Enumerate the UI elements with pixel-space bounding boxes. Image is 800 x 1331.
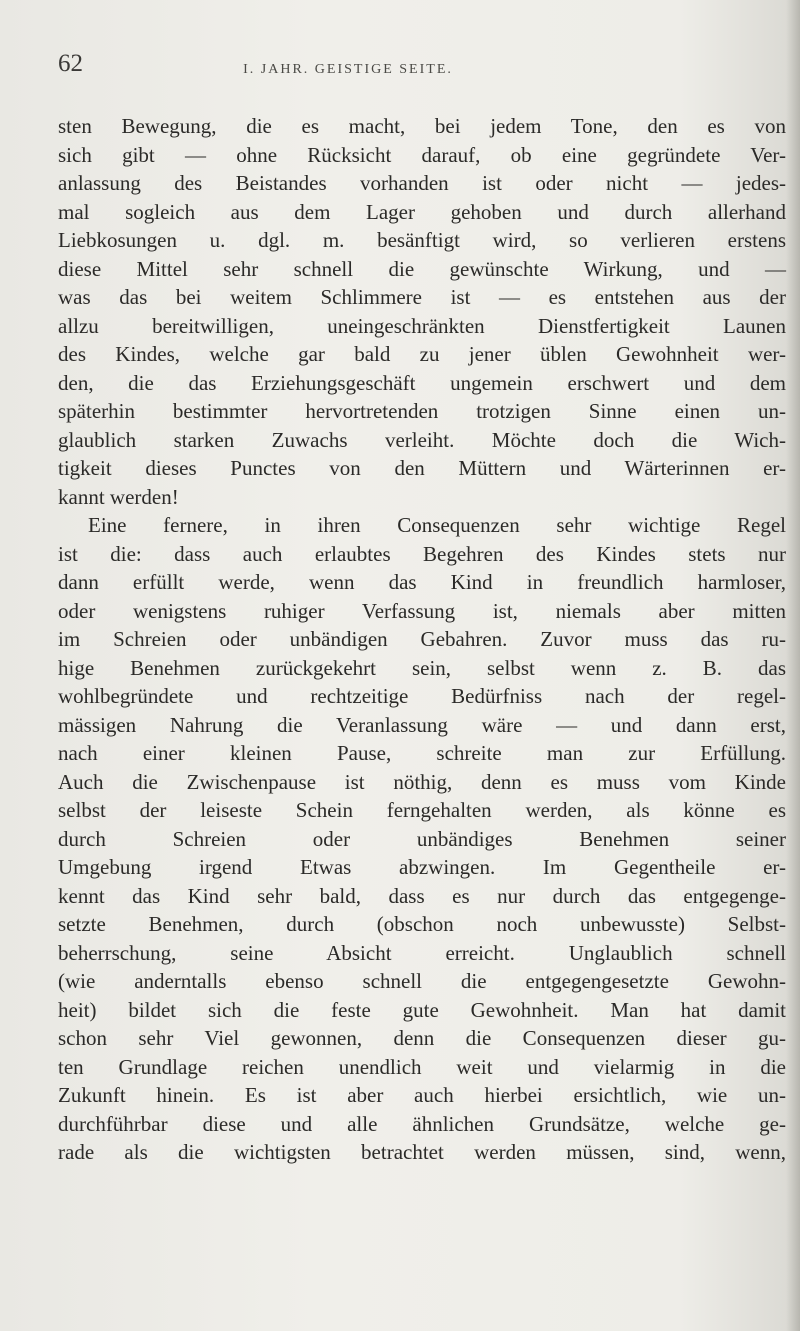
text-line: wohlbegründete und rechtzeitige Bedürfniss nach der regel- xyxy=(58,684,786,708)
text-line: glaublich starken Zuwachs verleiht. Möchte doch die Wich- xyxy=(58,427,786,452)
text-line: nach einer kleinen Pause, schreite man zur Erfüllung. xyxy=(58,741,786,765)
text-line: tigkeit dieses Punctes von den Müttern und Wärterinnen er- xyxy=(58,456,786,480)
text-line: oder wenigstens ruhiger Verfassung ist, niemals aber mitten xyxy=(58,598,786,623)
text-line: dann erfüllt werde, wenn das Kind in freundlich harmloser, xyxy=(58,570,786,594)
text-line: Auch die Zwischenpause ist nöthig, denn es muss vom Kinde xyxy=(58,769,786,794)
text-line: den, die das Erziehungsgeschäft ungemein erschwert und dem xyxy=(58,370,786,395)
text-line: Eine fernere, in ihren Consequenzen sehr wichtige Regel xyxy=(88,513,786,537)
text-line: durch Schreien oder unbändiges Benehmen seiner xyxy=(58,826,786,851)
running-head: I. JAHR. GEISTIGE SEITE. xyxy=(243,62,453,77)
page-header xyxy=(58,50,788,90)
page-number: 62 xyxy=(58,50,83,77)
text-line: rade als die wichtigsten betrachtet werden müssen, sind, wenn, xyxy=(58,1140,786,1164)
text-line: Liebkosungen u. dgl. m. besänftigt wird, so verlieren erstens xyxy=(58,228,786,252)
text-line: heit) bildet sich die feste gute Gewohnheit. Man hat damit xyxy=(58,997,786,1022)
text-line: des Kindes, welche gar bald zu jener üblen Gewohnheit wer- xyxy=(58,342,786,366)
text-line: beherrschung, seine Absicht erreicht. Unglaublich schnell xyxy=(58,940,786,965)
text-line: diese Mittel sehr schnell die gewünschte Wirkung, und — xyxy=(58,256,786,281)
body-text xyxy=(58,112,786,1167)
page-edge-shadow xyxy=(786,0,800,1331)
text-line: schon sehr Viel gewonnen, denn die Consequenzen dieser gu- xyxy=(58,1026,786,1050)
text-line: durchführbar diese und alle ähnlichen Grundsätze, welche ge- xyxy=(58,1111,786,1136)
text-line: sich gibt — ohne Rücksicht darauf, ob eine gegründete Ver- xyxy=(58,142,786,167)
text-line: im Schreien oder unbändigen Gebahren. Zuvor muss das ru- xyxy=(58,627,786,651)
text-line: allzu bereitwilligen, uneingeschränkten Dienstfertigkeit Launen xyxy=(58,313,786,338)
text-line: sten Bewegung, die es macht, bei jedem Tone, den es von xyxy=(58,114,786,138)
text-line: setzte Benehmen, durch (obschon noch unbewusste) Selbst- xyxy=(58,912,786,936)
text-line: was das bei weitem Schlimmere ist — es entstehen aus der xyxy=(58,285,786,309)
text-line: kannt werden! xyxy=(58,484,179,509)
text-line: Zukunft hinein. Es ist aber auch hierbei ersichtlich, wie un- xyxy=(58,1083,786,1107)
text-line: ist die: dass auch erlaubtes Begehren des Kindes stets nur xyxy=(58,541,786,566)
text-line: selbst der leiseste Schein ferngehalten werden, als könne es xyxy=(58,798,786,822)
text-line: anlassung des Beistandes vorhanden ist oder nicht — jedes- xyxy=(58,171,786,195)
text-line: kennt das Kind sehr bald, dass es nur durch das entgegenge- xyxy=(58,883,786,908)
text-line: ten Grundlage reichen unendlich weit und vielarmig in die xyxy=(58,1054,786,1079)
text-line: späterhin bestimmter hervortretenden trotzigen Sinne einen un- xyxy=(58,399,786,423)
text-line: Umgebung irgend Etwas abzwingen. Im Gegentheile er- xyxy=(58,855,786,879)
text-line: (wie anderntalls ebenso schnell die entgegengesetzte Gewohn- xyxy=(58,969,786,993)
text-line: mal sogleich aus dem Lager gehoben und durch allerhand xyxy=(58,199,786,224)
text-line: hige Benehmen zurückgekehrt sein, selbst wenn z. B. das xyxy=(58,655,786,680)
text-line: mässigen Nahrung die Veranlassung wäre — und dann erst, xyxy=(58,712,786,737)
